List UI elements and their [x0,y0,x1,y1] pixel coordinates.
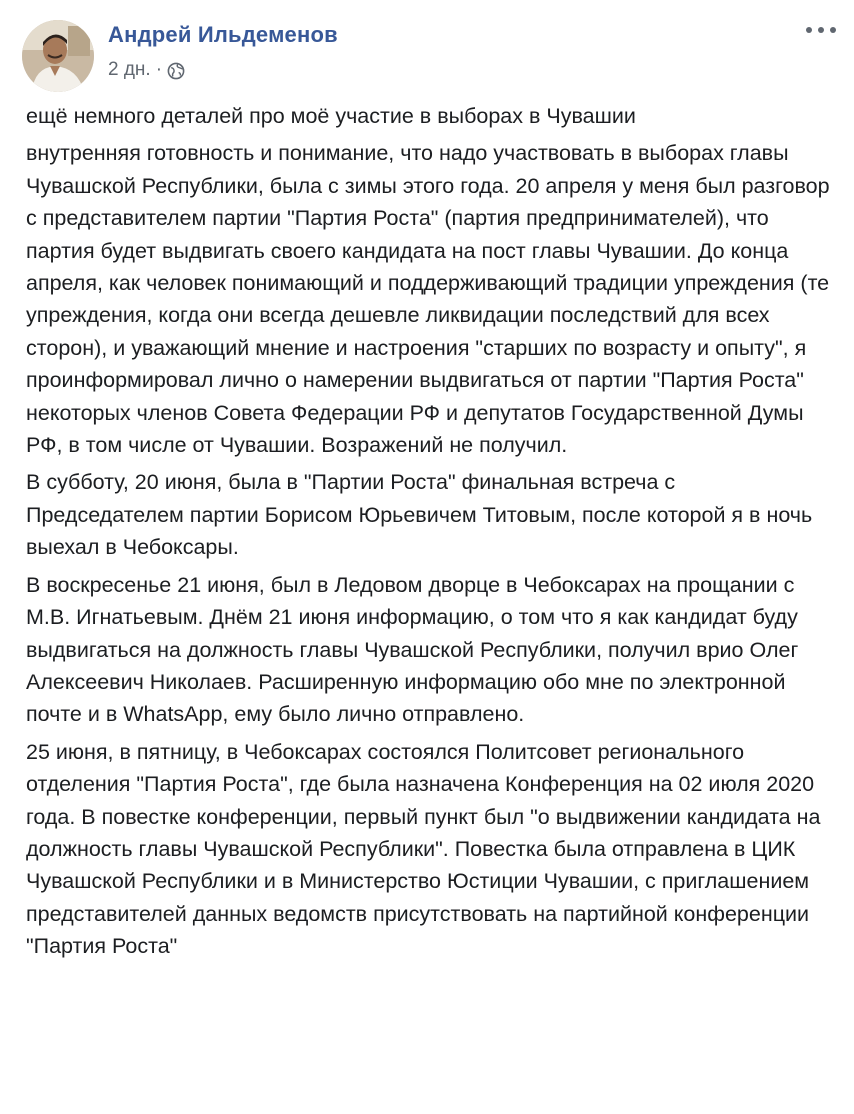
meta-separator: · [155,59,163,80]
globe-icon[interactable] [167,62,185,80]
post-meta [108,58,185,82]
author-name-link[interactable]: Андрей Ильдеменов [108,22,338,47]
more-dot [818,27,824,33]
more-options-icon[interactable] [806,20,836,40]
avatar-photo-icon [22,20,94,92]
post-paragraph: ещё немного деталей про моё участие в выборах в Чувашии [26,104,636,128]
author-avatar[interactable] [22,20,94,92]
post-paragraph: В воскресенье 21 июня, был в Ледовом дворце в Чебоксарах на прощании с М.В. Игнатьевым. Днём 21 июня информацию, о том что я как кандидат буду выдвигаться на должность главы Чувашской Республики, получил врио Олег Алексеевич Николаев. Расширенную информацию обо мне по электронной почте и в WhatsApp, ему было лично отправлено. [26,572,799,727]
post-paragraph: 25 июня, в пятницу, в Чебоксарах состоялся Политсовет регионального отделения "Партия Роста", где была назначена Конференция на 02 июля 2020 года. В повестке конференции, первый пункт был "о выдвижении кандидата на должность главы Чувашской Республики". Повестка была отправлена в ЦИК Чувашской Республики и в Министерство Юстиции Чувашии, с приглашением представителей данных ведомств присутствовать на партийной конференции "Партия Роста" [26,739,821,959]
post-paragraph: внутренняя готовность и понимание, что надо участвовать в выборах главы Чувашской Республики, была с зимы этого года. 20 апреля у меня был разговор с представителем партии "Партия Роста" (партия предпринимателей), что партия будет выдвигать своего кандидата на пост главы Чувашии. До конца апреля, как человек понимающий и поддерживающий традиции упреждения (те упреждения, когда они всегда дешевле ликвидации последствий для всех сторон), и уважающий мнение и настроения "старших по возрасту и опыту", я проинформировал лично о намерении выдвигаться от партии "Партия Роста" некоторых членов Совета Федерации РФ и депутатов Государственной Думы РФ, в том числе от Чувашии. Возражений не получил. [26,141,830,458]
post-header [0,0,854,96]
more-dot [806,27,812,33]
more-dot [830,27,836,33]
post-text [26,100,838,963]
post-paragraph: В субботу, 20 июня, была в "Партии Роста" финальная встреча с Председателем партии Борисом Юрьевичем Титовым, после которой я в ночь выехал в Чебоксары. [26,470,813,560]
post-timestamp[interactable]: 2 дн. [108,59,151,80]
